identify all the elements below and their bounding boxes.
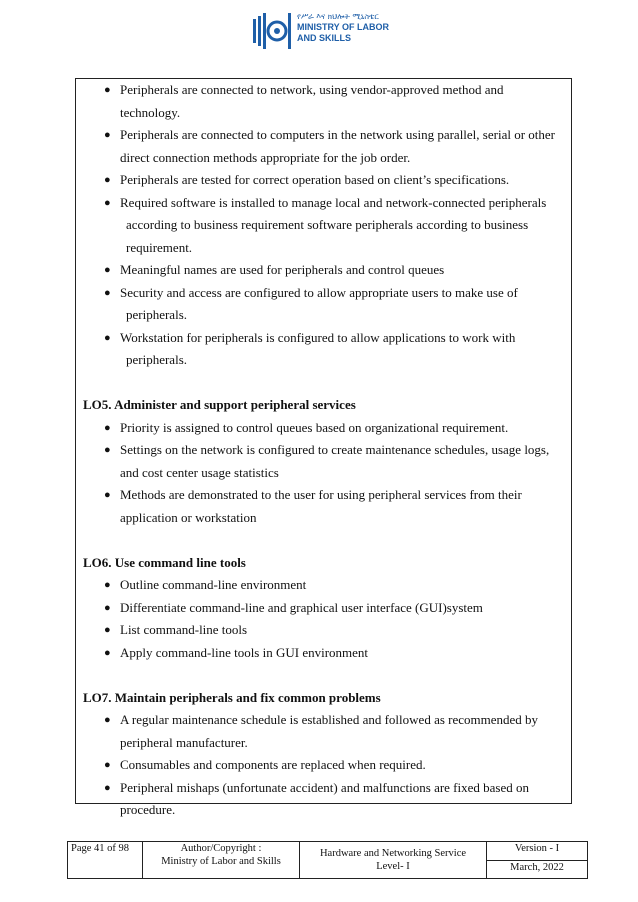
list-item-text: Peripherals are connected to network, using vendor-approved method and technology. — [120, 82, 504, 120]
list-item — [76, 259, 571, 282]
course-level: Level- I — [376, 861, 410, 872]
bullet-icon: ● — [104, 286, 111, 299]
list-item — [76, 619, 571, 642]
bullet-icon: ● — [104, 579, 111, 591]
list-item — [76, 439, 571, 484]
lo6-bullet-list — [76, 574, 571, 664]
content-frame — [75, 78, 572, 817]
list-item-text: Priority is assigned to control queues based on organizational requirement. — [120, 419, 509, 435]
bullet-icon: ● — [104, 759, 111, 771]
list-item — [76, 79, 571, 124]
bullet-icon: ● — [104, 646, 111, 659]
lo7-bullet-list — [76, 709, 571, 822]
list-item-text: procedure. — [120, 802, 176, 817]
list-item-text: A regular maintenance schedule is established and followed as recommended by — [120, 712, 539, 727]
version: Version - I — [487, 842, 588, 861]
list-item-text: Outline command-line environment — [120, 577, 307, 592]
bullet-icon: ● — [104, 781, 111, 794]
ministry-logo — [253, 10, 393, 52]
author-cell — [143, 842, 300, 879]
logo-text — [297, 12, 397, 44]
list-item-text: Security and access are configured to allow appropriate users to make use of — [120, 284, 518, 300]
top-bullet-list — [76, 79, 571, 372]
logo-line-1: MINISTRY OF LABOR — [297, 22, 389, 32]
list-item — [76, 754, 571, 777]
author-label: Author/Copyright : — [180, 843, 262, 854]
list-item — [76, 642, 571, 665]
list-item — [76, 597, 571, 620]
bullet-icon: ● — [104, 601, 111, 614]
list-item-text: according to business requirement software peripherals according to business — [126, 217, 529, 232]
author-name: Ministry of Labor and Skills — [161, 856, 281, 867]
lo7-heading: LO7. Maintain peripherals and fix common problems — [83, 689, 381, 705]
list-item-text: and cost center usage statistics — [120, 464, 279, 480]
bullet-icon: ● — [104, 421, 111, 434]
list-item — [76, 417, 571, 440]
lo5-bullet-list — [76, 417, 571, 530]
list-item-text: peripheral manufacturer. — [120, 734, 248, 750]
list-item-text: direct connection methods appropriate for the job order. — [120, 149, 411, 165]
course-title-cell — [300, 842, 487, 879]
list-item — [76, 574, 571, 597]
bullet-icon: ● — [104, 129, 111, 141]
bullet-icon: ● — [104, 174, 111, 186]
content-body — [76, 79, 571, 822]
list-item — [76, 709, 571, 754]
lo6-heading: LO6. Use command line tools — [83, 554, 246, 570]
list-item-text: Peripherals are connected to computers in the network using parallel, serial or other — [120, 127, 555, 142]
list-item — [76, 327, 571, 372]
course-title: Hardware and Networking Service — [319, 848, 467, 859]
bullet-icon: ● — [104, 624, 111, 636]
bullet-icon: ● — [104, 331, 111, 344]
footer-table — [67, 841, 588, 879]
list-item-text: requirement. — [126, 239, 193, 255]
list-item-text: peripherals. — [126, 307, 188, 322]
list-item-text: List command-line tools — [120, 622, 248, 637]
bullet-icon: ● — [104, 264, 111, 276]
date: March, 2022 — [487, 860, 588, 879]
bullet-icon: ● — [104, 489, 111, 501]
bullet-icon: ● — [104, 196, 111, 209]
bullet-icon: ● — [104, 714, 111, 726]
bullet-icon: ● — [104, 84, 111, 96]
list-item — [76, 169, 571, 192]
list-item-text: Settings on the network is configured to create maintenance schedules, usage logs, — [120, 442, 550, 457]
list-item — [76, 484, 571, 529]
list-item-text: Meaningful names are used for peripherals and control queues — [120, 262, 445, 277]
list-item-text: peripherals. — [126, 352, 188, 367]
list-item — [76, 192, 571, 260]
list-item — [76, 124, 571, 169]
bullet-icon: ● — [104, 444, 111, 456]
list-item-text: Peripheral mishaps (unfortunate accident) and malfunctions are fixed based on — [120, 779, 529, 795]
list-item-text: Differentiate command-line and graphical user interface (GUI)system — [120, 599, 483, 615]
page-number: Page 41 of 98 — [68, 842, 143, 879]
list-item — [76, 282, 571, 327]
logo-amharic: የሥራ እና ክህሎት ሚኒስቴር — [297, 12, 379, 21]
list-item-text: Consumables and components are replaced when required. — [120, 757, 426, 772]
list-item-text: Workstation for peripherals is configured to allow applications to work with — [120, 329, 516, 345]
list-item-text: Methods are demonstrated to the user for using peripheral services from their — [120, 487, 522, 502]
list-item-text: application or workstation — [120, 509, 257, 525]
list-item-text: Apply command-line tools in GUI environment — [120, 644, 369, 660]
ministry-emblem-icon — [253, 13, 291, 49]
lo5-heading: LO5. Administer and support peripheral services — [83, 397, 356, 412]
logo-line-2: AND SKILLS — [297, 33, 351, 43]
list-item-text: Peripherals are tested for correct operation based on client’s specifications. — [120, 172, 510, 187]
list-item-text: Required software is installed to manage local and network-connected peripherals — [120, 194, 547, 210]
list-item — [76, 777, 571, 822]
